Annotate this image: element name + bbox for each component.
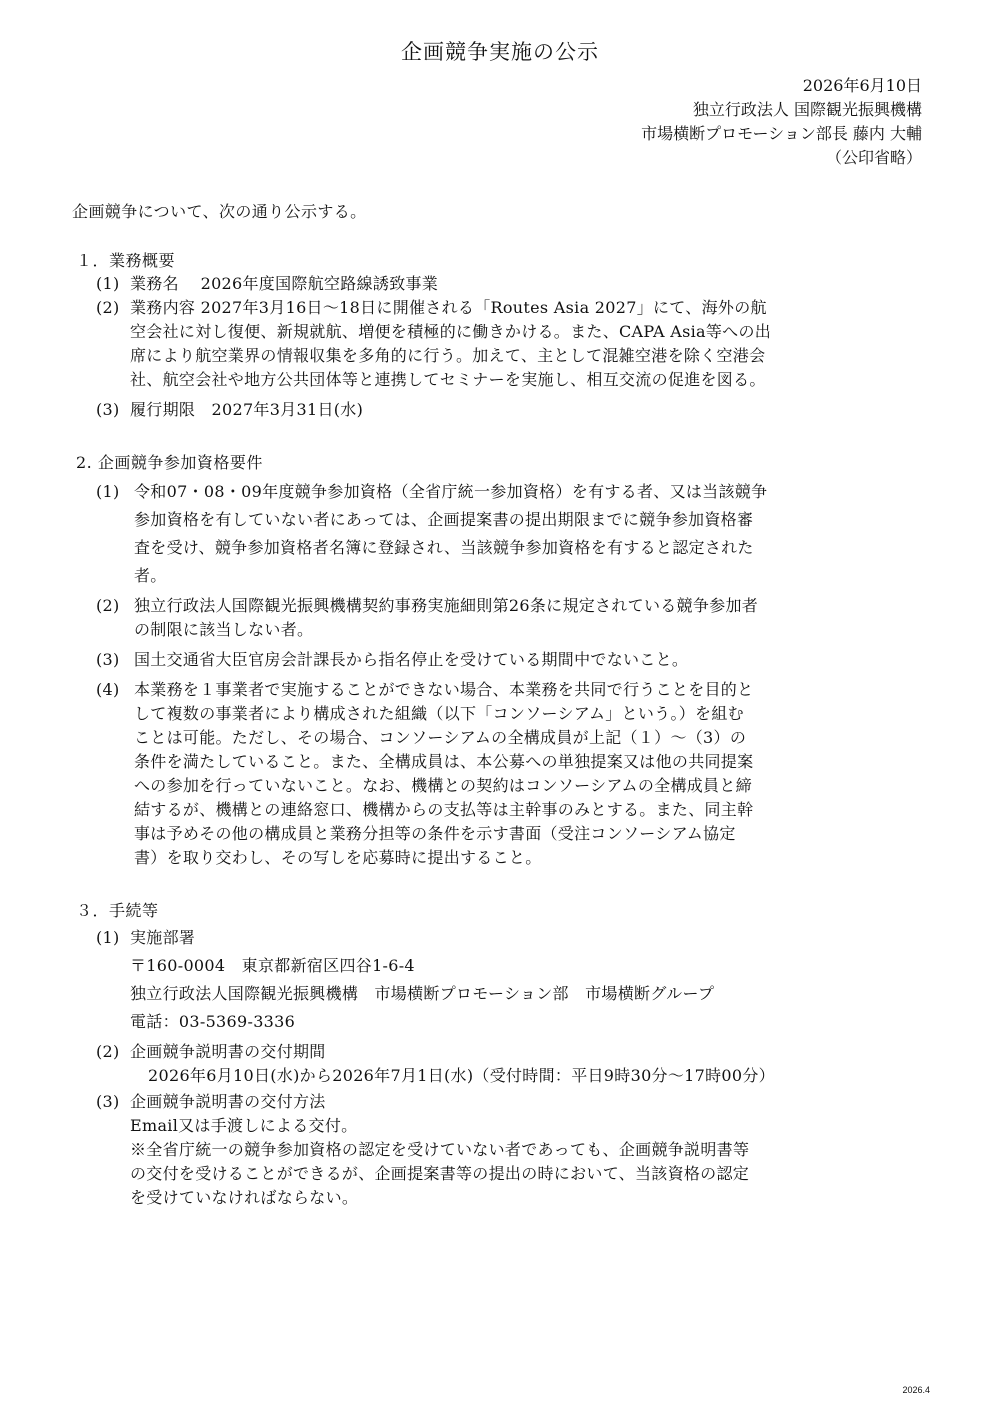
section-3-phone: 電話：03-5369-3336 [130, 1012, 296, 1031]
responsible-officer: 市場横断プロモーション部長 藤内 大輔 [641, 124, 922, 143]
section-2-item-3-text: 国土交通省大臣官房会計課長から指名停止を受けている期間中でないこと。 [134, 650, 689, 669]
section-2-item-4-line-4: 条件を満たしていること。また、全構成員は、本公募への単独提案又は他の共同提案 [134, 752, 754, 771]
section-2-item-1-line-3: 査を受け、競争参加資格者名簿に登録され、当該競争参加資格を有すると認定された [134, 538, 754, 557]
section-2-item-4-line-2: して複数の事業者により構成された組織（以下「コンソーシアム」という。）を組む [134, 704, 744, 723]
section-1-item-2-line-4: 社、航空会社や地方公共団体等と連携してセミナーを実施し、相互交流の促進を図る。 [130, 370, 766, 389]
section-3-delivery-method: Email又は手渡しによる交付。 [130, 1116, 358, 1135]
section-2-item-2-number: (2) [96, 596, 120, 615]
section-3-note-line-3: を受けていなければならない。 [130, 1188, 359, 1207]
section-2-item-3-number: (3) [96, 650, 120, 669]
section-2-item-4-line-7: 事は予めその他の構成員と業務分担等の条件を示す書面（受注コンソーシアム協定 [134, 824, 736, 843]
section-1-item-2-line-3: 席により航空業界の情報収集を多角的に行う。加えて、主として混雑空港を除く空港会 [130, 346, 766, 365]
section-1-item-1-number: (1) [96, 274, 120, 293]
section-3-note-line-1: ※全省庁統一の競争参加資格の認定を受けていない者であっても、企画競争説明書等 [130, 1140, 750, 1159]
section-3-item-1-label: 実施部署 [130, 928, 196, 947]
section-2-item-1-line-4: 者。 [134, 566, 167, 585]
section-2-item-4-line-8: 書）を取り交わし、その写しを応募時に提出すること。 [134, 848, 542, 867]
section-3-item-3-label: 企画競争説明書の交付方法 [130, 1092, 326, 1111]
issue-date: 2026年6月10日 [802, 76, 922, 95]
section-2-item-4-line-1: 本業務を１事業者で実施することができない場合、本業務を共同で行うことを目的と [134, 680, 754, 699]
issuing-organization: 独立行政法人 国際観光振興機構 [692, 100, 922, 119]
section-2-heading: 2. 企画競争参加資格要件 [76, 453, 263, 472]
section-1-item-2-number: (2) [96, 298, 120, 317]
section-3-heading: ３．手続等 [76, 901, 159, 920]
section-3-item-3-number: (3) [96, 1092, 120, 1111]
section-2-item-4-number: (4) [96, 680, 120, 699]
section-1-heading: １．業務概要 [76, 251, 176, 270]
section-2-item-4-line-5: への参加を行っていないこと。なお、機構との契約はコンソーシアムの全構成員と締 [134, 776, 752, 795]
footer-version: 2026.4 [902, 1385, 930, 1395]
seal-omitted-note: （公印省略） [825, 148, 922, 167]
section-3-department: 独立行政法人国際観光振興機構 市場横断プロモーション部 市場横断グループ [130, 984, 715, 1003]
page-title: 企画競争実施の公示 [401, 40, 599, 64]
section-1-item-1-text: 業務名 2026年度国際航空路線誘致事業 [130, 274, 439, 293]
section-2-item-1-line-1: 令和07・08・09年度競争参加資格（全省庁統一参加資格）を有する者、又は当該競争 [134, 482, 768, 501]
section-2-item-2-line-1: 独立行政法人国際観光振興機構契約事務実施細則第26条に規定されている競争参加者 [134, 596, 759, 615]
section-3-item-1-number: (1) [96, 928, 120, 947]
section-3-note-line-2: の交付を受けることができるが、企画提案書等の提出の時において、当該資格の認定 [130, 1164, 750, 1183]
section-3-postal-address: 〒160-0004 東京都新宿区四谷1-6-4 [130, 956, 415, 975]
section-1-item-2-line-2: 空会社に対し復便、新規就航、増便を積極的に働きかける。また、CAPA Asia等への出 [130, 322, 772, 341]
section-2-item-1-number: (1) [96, 482, 120, 501]
section-3-item-2-number: (2) [96, 1042, 120, 1061]
section-1-item-3-text: 履行期限 2027年3月31日(水) [130, 400, 364, 419]
section-3-delivery-period: 2026年6月10日(水)から2026年7月1日(水)（受付時間：平日9時30分～17時00分） [148, 1066, 775, 1085]
section-2-item-2-line-2: の制限に該当しない者。 [134, 620, 314, 639]
section-2-item-4-line-6: 結するが、機構との連絡窓口、機構からの支払等は主幹事のみとする。また、同主幹 [134, 800, 754, 819]
section-2-item-1-line-2: 参加資格を有していない者にあっては、企画提案書の提出期限までに競争参加資格審 [134, 510, 754, 529]
section-2-item-4-line-3: ことは可能。ただし、その場合、コンソーシアムの全構成員が上記（１）～（3）の [134, 728, 747, 747]
section-3-item-2-label: 企画競争説明書の交付期間 [130, 1042, 326, 1061]
section-1-item-2-line-1: 業務内容 2027年3月16日～18日に開催される「Routes Asia 2027」にて、海外の航 [130, 298, 767, 317]
intro-text: 企画競争について、次の通り公示する。 [72, 202, 367, 221]
section-1-item-3-number: (3) [96, 400, 120, 419]
